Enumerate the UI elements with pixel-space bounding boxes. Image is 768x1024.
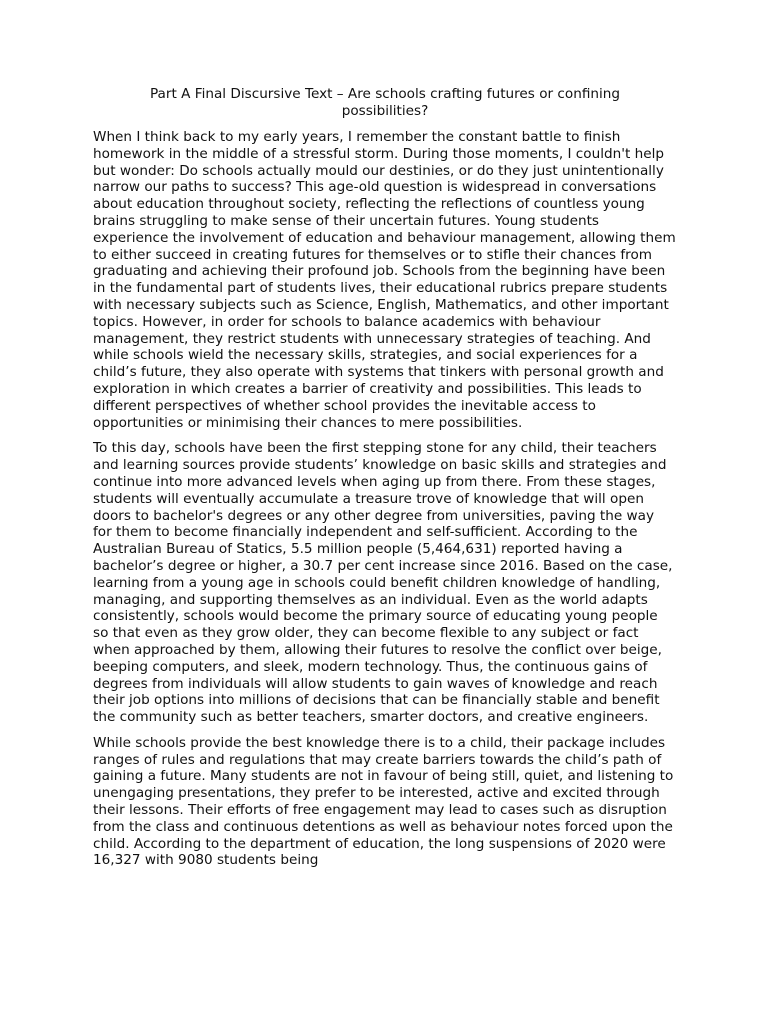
paragraph-2: To this day, schools have been the first stepping stone for any child, their teachers and learning sources provide students’ knowledge on basic skills and strategies and continue into more advanced levels when aging up from there. From these stages, students will eventually accumulate a treasure trove of knowledge that will open doors to bachelor's degrees or any other degree from universities, paving the way for them to become financially independent and self-sufficient. According to the Australian Bureau of Statics, 5.5 million people (5,464,631) reported having a bachelor’s degree or higher, a 30.7 per cent increase since 2016. Based on the case, learning from a young age in schools could benefit children knowledge of handling, managing, and supporting themselves as an individual. Even as the world adapts consistently, schools would become the primary source of educating young people so that even as they grow older, they can become flexible to any subject or fact when approached by them, allowing their futures to resolve the conflict over beige, beeping computers, and sleek, modern technology. Thus, the continuous gains of degrees from individuals will allow students to gain waves of knowledge and reach their job options into millions of decisions that can be financially stable and benefit the community such as better teachers, smarter doctors, and creative engineers. [93,440,673,726]
paragraph-3: While schools provide the best knowledge there is to a child, their package includes ranges of rules and regulations that may create barriers towards the child’s path of gaining a future. Many students are not in favour of being still, quiet, and listening to unengaging presentations, they prefer to be interested, active and excited through their lessons. Their efforts of free engagement may lead to cases such as disruption from the class and continuous detentions as well as behaviour notes forced upon the child. According to the department of education, the long suspensions of 2020 were 16,327 with 9080 students being [93,734,674,869]
paragraph-1: When I think back to my early years, I remember the constant battle to finish homework in the middle of a stressful storm. During those moments, I couldn't help but wonder: Do schools actually mould our destinies, or do they just unintentionally narrow our paths to success? This age-old question is widespread in conversations about education throughout society, reflecting the reflections of countless young brains struggling to make sense of their uncertain futures. Young students experience the involvement of education and behaviour management, allowing them to either succeed in creating futures for themselves or to stifle their chances from graduating and achieving their profound job. Schools from the beginning have been in the fundamental part of students lives, their educational rubrics prepare students with necessary subjects such as Science, English, Mathematics, and other important topics. However, in order for schools to balance academics with behaviour management, they restrict students with unnecessary strategies of teaching. And while schools wield the necessary skills, strategies, and social experiences for a child’s future, they also operate with systems that tinkers with personal growth and exploration in which creates a barrier of creativity and possibilities. This leads to different perspectives of whether school provides the inevitable access to opportunities or minimising their chances to mere possibilities. [93,129,676,431]
document-page [93,86,677,878]
document-title: Part A Final Discursive Text – Are schools crafting futures or confining possibilities? [149,86,621,119]
